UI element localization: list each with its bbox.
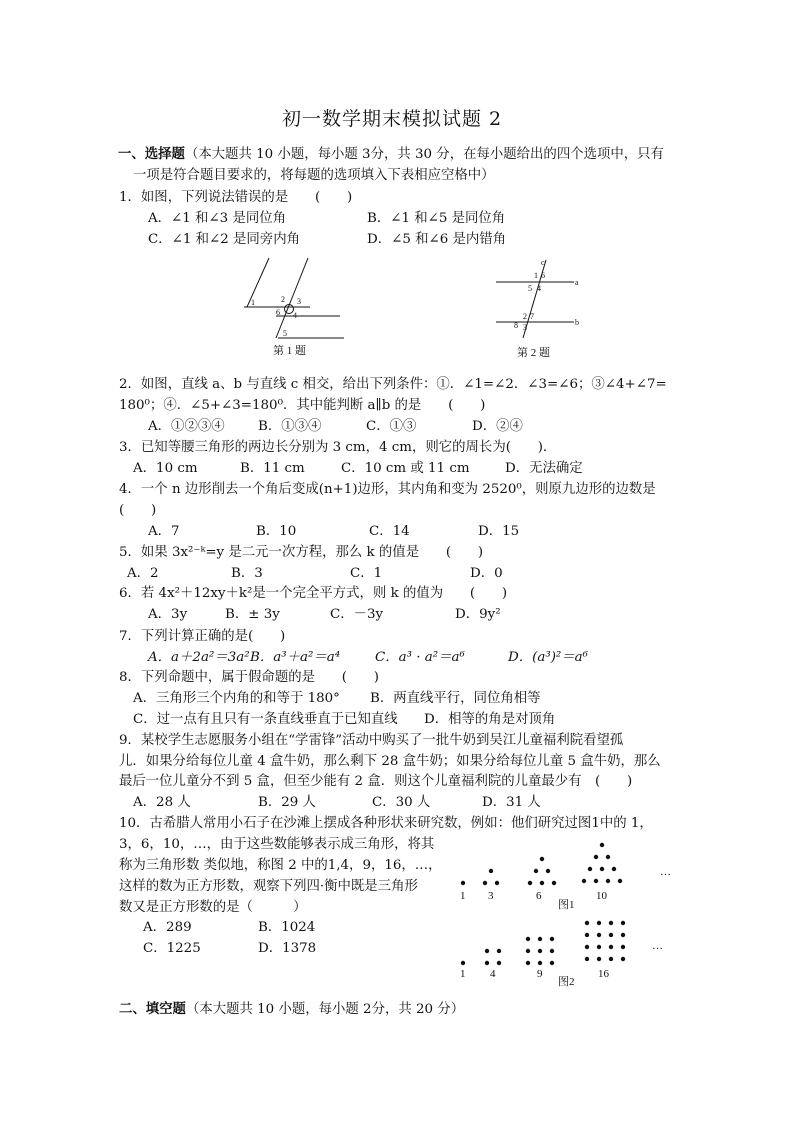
sq-number-1: 1 — [460, 968, 466, 980]
fig1-label-6: 6 — [276, 308, 280, 317]
q5-option-b: B．3 — [231, 566, 263, 581]
q2-line2: 180⁰；④．∠5+∠3=180⁰．其中能判断 a∥b 的是 ( ) — [119, 398, 486, 413]
fig2-label-7: 7 — [530, 312, 534, 321]
q4-line2: ( ) — [119, 503, 157, 518]
sq1-dot — [461, 961, 465, 965]
q5-stem: 5．如果 3x²⁻ᵏ=y 是二元一次方程，那么 k 的值是 ( ) — [119, 545, 484, 560]
dot-figures — [450, 835, 680, 990]
tri-number-1: 1 — [460, 890, 466, 902]
fig2-label-b: b — [575, 318, 579, 327]
tri-number-3: 3 — [488, 890, 494, 902]
tri10-dot — [588, 867, 592, 871]
sq16-dot — [609, 921, 613, 925]
tri10-dot — [600, 867, 604, 871]
q1-option-d: D．∠5 和∠6 是内错角 — [367, 232, 507, 247]
tri6-dot — [540, 881, 544, 885]
q9-line3: 最后一位儿童分不到 5 盒，但至少能有 2 盒．则这个儿童福利院的儿童最少有 ( ) — [119, 774, 633, 789]
tri6-dot — [540, 857, 544, 861]
sq16-dot — [597, 945, 601, 949]
q6-option-d: D．9y² — [455, 607, 501, 622]
q2-option-c: C．①③ — [366, 419, 417, 434]
sq16-dot — [621, 945, 625, 949]
sq9-dot — [550, 961, 554, 965]
section1-heading: 一、选择题 — [118, 146, 185, 162]
fig2-label-4: 4 — [537, 284, 541, 293]
q10-line1: 10．古希腊人常用小石子在沙滩上摆成各种形状来研究数，例如：他们研究过图1中的 1， — [119, 816, 653, 831]
sq16-dot — [585, 933, 589, 937]
sq16-dot — [585, 957, 589, 961]
q4-option-d: D．15 — [478, 524, 520, 539]
q10-option-d: D．1378 — [258, 941, 317, 956]
q2-option-a: A．①②③④ — [148, 419, 225, 434]
tri1-dot — [461, 881, 465, 885]
dotfig2-caption: 图2 — [558, 976, 575, 988]
figure-q2 — [490, 256, 590, 362]
sq16-dot — [597, 957, 601, 961]
q3-option-c: C．10 cm 或 11 cm — [341, 461, 470, 476]
q5-option-a: A．2 — [127, 566, 159, 581]
q9-option-c: C．30 人 — [372, 795, 431, 810]
fig2-label-2: 2 — [523, 312, 527, 321]
fig2-caption: 第 2 题 — [517, 347, 550, 359]
q9-line2: 儿．如果分给每位儿童 4 盒牛奶，那么剩下 28 盒牛奶；如果分给每位儿童 5 盒牛奶，那么 — [119, 754, 661, 769]
tri10-dot — [606, 879, 610, 883]
sq4-dot — [485, 949, 489, 953]
q6-option-c: C．－3y — [330, 607, 384, 622]
sq16-dot — [585, 945, 589, 949]
q3-option-b: B．11 cm — [240, 461, 305, 476]
figure-q1 — [238, 256, 348, 362]
sq9-dot — [526, 937, 530, 941]
sq16-dot — [609, 933, 613, 937]
sq16-dot — [597, 921, 601, 925]
q3-option-a: A．10 cm — [133, 461, 198, 476]
q9-line1: 9．某校学生志愿服务小组在“学雷锋”活动中购买了一批牛奶到吴江儿童福利院看望孤 — [119, 733, 624, 748]
tri-ellipsis: … — [660, 866, 671, 878]
sq9-dot — [526, 961, 530, 965]
tri10-dot — [600, 843, 604, 847]
sq16-dot — [597, 933, 601, 937]
q7-option-d: D．(a³)²＝a⁶ — [508, 650, 589, 665]
sq4-dot — [497, 949, 501, 953]
fig2-label-c: c — [541, 258, 545, 267]
sq16-dot — [621, 957, 625, 961]
q1-option-c: C．∠1 和∠2 是同旁内角 — [148, 232, 300, 247]
q7-stem: 7．下列计算正确的是( ) — [119, 629, 286, 644]
fig1-label-3: 3 — [297, 297, 301, 306]
section2-heading: 二、填空题 — [119, 1001, 186, 1017]
fig2-label-a: a — [575, 278, 579, 287]
q4-option-b: B．10 — [256, 524, 297, 539]
triangular-dots — [461, 843, 622, 885]
q2-option-d: D．②④ — [472, 419, 523, 434]
sq9-dot — [550, 937, 554, 941]
tri10-dot — [594, 879, 598, 883]
q10-line3: 称为三角形数 类似地，称图 2 中的1,4，9，16，…， — [119, 858, 442, 873]
sq16-dot — [609, 957, 613, 961]
q6-option-b: B．± 3y — [225, 607, 280, 622]
tri3-dot — [483, 881, 487, 885]
q4-option-c: C．14 — [369, 524, 410, 539]
q3-option-d: D．无法确定 — [505, 461, 583, 476]
fig1-label-1: 1 — [251, 298, 255, 307]
q10-line2: 3，6，10，…，由于这些数能够表示成三角形，将其 — [119, 837, 435, 852]
q1-option-a: A．∠1 和∠3 是同位角 — [148, 211, 287, 226]
q7-option-c: C．a³ · a²＝a⁶ — [375, 650, 465, 665]
sq9-dot — [538, 949, 542, 953]
fig2-label-5: 5 — [528, 284, 532, 293]
tri-number-10: 10 — [596, 890, 607, 902]
q8-option-a: A．三角形三个内角的和等于 180° — [133, 691, 340, 706]
sq-number-4: 4 — [490, 968, 496, 980]
q1-stem: 1．如图，下列说法错误的是 ( ) — [119, 190, 353, 205]
sq16-dot — [621, 921, 625, 925]
tri10-dot — [618, 879, 622, 883]
fig1-label-4: 4 — [293, 311, 297, 320]
tri6-dot — [552, 881, 556, 885]
sq9-dot — [538, 961, 542, 965]
q5-option-c: C．1 — [350, 566, 383, 581]
q9-option-a: A．28 人 — [133, 795, 191, 810]
q10-option-b: B．1024 — [258, 920, 316, 935]
q6-stem: 6．若 4x²＋12xy＋k²是一个完全平方式，则 k 的值为 ( ) — [119, 586, 508, 601]
tri6-dot — [534, 869, 538, 873]
q8-option-c: C．过一点有且只有一条直线垂直于已知直线 — [133, 712, 398, 727]
sq9-dot — [550, 949, 554, 953]
q8-stem: 8．下列命题中，属于假命题的是 ( ) — [119, 670, 379, 685]
section2-desc: （本大题共 10 小题，每小题 2分，共 20 分） — [185, 1002, 465, 1017]
q8-option-d: D．相等的角是对顶角 — [424, 712, 556, 727]
tri6-dot — [546, 869, 550, 873]
fig2-label-3: 3 — [523, 323, 527, 332]
fig1-label-2: 2 — [281, 295, 285, 304]
tri10-dot — [606, 855, 610, 859]
sq4-dot — [497, 961, 501, 965]
q10-option-a: A．289 — [143, 920, 192, 935]
sq-ellipsis: … — [652, 940, 663, 952]
q2-line1: 2．如图，直线 a、b 与直线 c 相交，给出下列条件：①．∠1=∠2．∠3=∠6；③∠4+∠7= — [119, 377, 667, 392]
sq9-dot — [538, 937, 542, 941]
q6-option-a: A．3y — [148, 607, 188, 622]
q10-line4: 这样的数为正方形数，观察下列四·衡中既是三角形 — [119, 879, 418, 894]
sq16-dot — [621, 933, 625, 937]
fig1-caption: 第 1 题 — [273, 345, 306, 357]
square-dots — [461, 921, 625, 965]
sq-number-9: 9 — [537, 968, 543, 980]
sq9-dot — [526, 949, 530, 953]
q9-option-b: B．29 人 — [258, 795, 316, 810]
dotfig1-caption: 图1 — [558, 899, 575, 911]
q10-option-c: C．1225 — [143, 941, 201, 956]
section1-line1 — [118, 145, 664, 164]
q4-option-a: A．7 — [148, 524, 180, 539]
sq-number-16: 16 — [598, 968, 609, 980]
q1-option-b: B．∠1 和∠5 是同位角 — [367, 211, 506, 226]
q7-option-b: B．a³＋a²＝a⁴ — [250, 650, 341, 665]
section1-desc-line2: 一项是符合题目要求的，将每题的选项填入下表相应空格中） — [133, 168, 495, 183]
q5-option-d: D．0 — [470, 566, 503, 581]
sq4-dot — [485, 961, 489, 965]
tri-number-6: 6 — [536, 890, 542, 902]
tri3-dot — [489, 869, 493, 873]
fig2-label-8: 8 — [514, 321, 518, 330]
section2-line — [119, 1000, 464, 1019]
q8-option-b: B．两直线平行，同位角相等 — [370, 691, 541, 706]
page-title: 初一数学期末模拟试题 2 — [282, 108, 503, 130]
fig2-label-1: 1 — [534, 271, 538, 280]
q2-option-b: B．①③④ — [258, 419, 322, 434]
q9-option-d: D．31 人 — [482, 795, 541, 810]
q4-line1: 4．一个 n 边形削去一个角后变成(n+1)边形，其内角和变为 2520⁰，则原九边形的边数是 — [119, 482, 656, 497]
sq16-dot — [609, 945, 613, 949]
tri10-dot — [594, 855, 598, 859]
q10-line5: 数又是正方形数的是（ ） — [119, 900, 307, 915]
q3-stem: 3．已知等腰三角形的两边长分别为 3 cm，4 cm，则它的周长为( )． — [119, 440, 557, 455]
tri10-dot — [582, 879, 586, 883]
tri10-dot — [612, 867, 616, 871]
section1-desc: （本大题共 10 小题，每小题 3分，共 30 分，在每小题给出的四个选项中，只有 — [184, 147, 664, 162]
q7-option-a: A．a＋2a²＝3a² — [148, 650, 250, 665]
tri6-dot — [528, 881, 532, 885]
fig2-label-6: 6 — [541, 271, 545, 280]
sq16-dot — [585, 921, 589, 925]
tri3-dot — [495, 881, 499, 885]
fig1-label-5: 5 — [283, 329, 287, 338]
